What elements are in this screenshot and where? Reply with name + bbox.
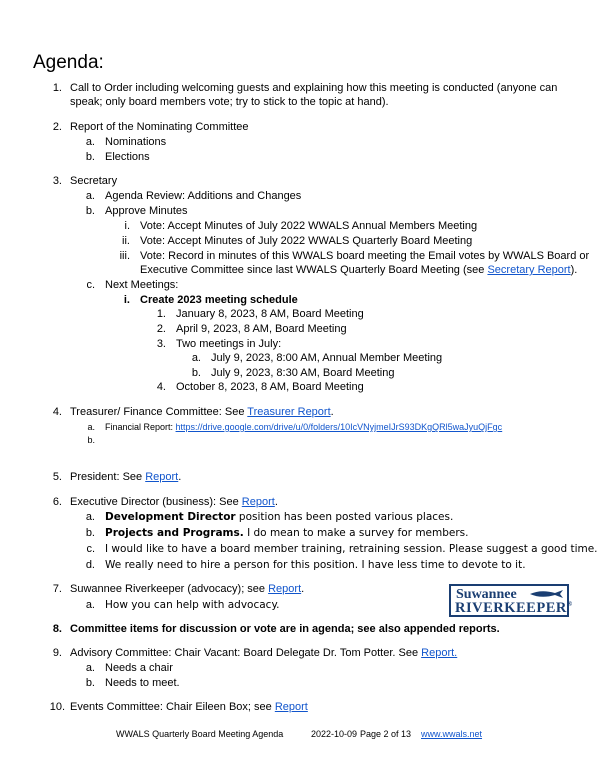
sub-marker: b.: [85, 205, 95, 217]
sub-marker: a.: [87, 422, 95, 432]
sub-marker: a.: [85, 599, 95, 611]
text: .: [301, 583, 305, 595]
text: Suwannee Riverkeeper (advocacy); see: [70, 583, 269, 595]
item-2-text: Report of the Nominating Committee: [70, 121, 249, 133]
item-6b: [105, 526, 469, 540]
bold-text: Development Director: [105, 511, 236, 523]
number-marker: 1.: [156, 308, 166, 320]
sub-marker: c.: [86, 543, 95, 555]
item-6c: I would like to have a board member training, retraining session. Please suggest a good time.: [105, 543, 598, 555]
number-marker: 2.: [156, 323, 166, 335]
item-4a: [105, 420, 502, 434]
item-6-text: [70, 495, 278, 509]
sub-marker: a.: [191, 352, 201, 364]
page-title: Agenda:: [33, 52, 104, 73]
footer-date: 2022-10-09: [311, 729, 358, 739]
number-marker: 4.: [156, 381, 166, 393]
item-8-text: Committee items for discussion or vote are in agenda; see also appended reports.: [70, 623, 500, 635]
item-number: 1.: [52, 82, 62, 94]
treasurer-report-link[interactable]: Treasurer Report: [247, 406, 331, 418]
item-3b: Approve Minutes: [105, 205, 188, 217]
logo-line-1: Suwannee: [456, 587, 517, 602]
sub-marker: b.: [85, 527, 95, 539]
item-number: 8.: [52, 623, 62, 635]
riverkeeper-report-link[interactable]: Report: [268, 583, 302, 595]
roman-marker: iii.: [119, 250, 130, 262]
text: .: [330, 406, 334, 418]
sub-marker: a.: [85, 136, 95, 148]
financial-report-link[interactable]: https://drive.google.com/drive/u/0/folders/10IcVNyjmeIJrS93DKgQRl5waJyuQjFgc: [175, 422, 503, 432]
footer-title: WWALS Quarterly Board Meeting Agenda: [116, 729, 284, 739]
item-number: 2.: [52, 121, 62, 133]
item-7-text: [70, 582, 304, 596]
logo-wordmark: RIVERKEEPER: [455, 600, 567, 616]
text: Advisory Committee: Chair Vacant: Board Delegate Dr. Tom Potter. See: [70, 647, 422, 659]
text: .: [274, 496, 278, 508]
sub-marker: a.: [85, 511, 95, 523]
item-3c: Next Meetings:: [105, 279, 179, 291]
meeting-2: April 9, 2023, 8 AM, Board Meeting: [176, 323, 347, 335]
item-3a: Agenda Review: Additions and Changes: [105, 190, 302, 202]
item-3b-ii: Vote: Accept Minutes of July 2022 WWALS Quarterly Board Meeting: [140, 235, 473, 247]
text: Executive Director (business): See: [70, 496, 242, 508]
item-10-text: [70, 700, 308, 714]
meeting-4: October 8, 2023, 8 AM, Board Meeting: [176, 381, 364, 393]
meeting-3b: July 9, 2023, 8:30 AM, Board Meeting: [211, 367, 395, 379]
sub-marker: b.: [191, 367, 201, 379]
item-4-text: [70, 405, 334, 419]
sub-marker: a.: [85, 662, 95, 674]
item-2b: Elections: [105, 151, 150, 163]
advisory-report-link[interactable]: Report.: [421, 647, 458, 659]
item-1-line-2: speak; only board members vote; try to stick to the topic at hand).: [70, 96, 389, 108]
meeting-3a: July 9, 2023, 8:00 AM, Annual Member Meeting: [211, 352, 443, 364]
meeting-1: January 8, 2023, 8 AM, Board Meeting: [176, 308, 364, 320]
sub-marker: b.: [87, 435, 95, 445]
logo-line-2: [455, 600, 573, 617]
text: Executive Committee since last WWALS Quarterly Board Meeting (see: [140, 264, 488, 276]
president-report-link[interactable]: Report: [145, 471, 179, 483]
fish-icon: [529, 589, 565, 599]
item-6a: [105, 510, 453, 524]
sub-marker: c.: [86, 279, 95, 291]
text: Treasurer/ Finance Committee: See: [70, 406, 248, 418]
meeting-3: Two meetings in July:: [176, 338, 282, 350]
item-3b-iii-line-2: [140, 263, 577, 277]
item-3c-i: Create 2023 meeting schedule: [140, 294, 298, 306]
number-marker: 3.: [156, 338, 166, 350]
text: Events Committee: Chair Eileen Box; see: [70, 701, 275, 713]
roman-marker: i.: [124, 220, 130, 232]
bold-text: Projects and Programs.: [105, 527, 244, 539]
item-7a: How you can help with advocacy.: [105, 599, 280, 611]
text: Financial Report:: [105, 422, 176, 432]
text: position has been posted various places.: [235, 511, 454, 523]
item-number: 5.: [52, 471, 62, 483]
item-number: 10.: [49, 701, 65, 713]
sub-marker: a.: [85, 190, 95, 202]
item-3b-iii-line-1: Vote: Record in minutes of this WWALS board meeting the Email votes by WWALS Board or: [140, 250, 590, 262]
item-3-text: Secretary: [70, 175, 118, 187]
item-9-text: [70, 646, 457, 660]
item-number: 6.: [52, 496, 62, 508]
roman-marker: ii.: [122, 235, 130, 247]
item-9a: Needs a chair: [105, 662, 173, 674]
footer-page: Page 2 of 13: [360, 729, 412, 739]
item-1-line-1: Call to Order including welcoming guests and explaining how this meeting is conducted (anyone can: [70, 82, 558, 94]
roman-marker: i.: [123, 294, 130, 306]
sub-marker: b.: [85, 677, 95, 689]
text: ).: [570, 264, 578, 276]
executive-director-report-link[interactable]: Report: [241, 496, 275, 508]
item-number: 4.: [52, 406, 62, 418]
sub-marker: b.: [85, 151, 95, 163]
events-report-link[interactable]: Report: [274, 701, 308, 713]
text: .: [178, 471, 182, 483]
suwannee-riverkeeper-logo: [449, 584, 573, 617]
item-number: 3.: [52, 175, 62, 187]
secretary-report-link[interactable]: Secretary Report: [487, 264, 571, 276]
item-number: 7.: [52, 583, 62, 595]
text: President: See: [70, 471, 146, 483]
sub-marker: d.: [85, 559, 95, 571]
item-6d: We really need to hire a person for this position. I have less time to devote to it.: [105, 559, 526, 571]
registered-mark: ®: [566, 600, 573, 608]
item-3b-i: Vote: Accept Minutes of July 2022 WWALS Annual Members Meeting: [140, 220, 478, 232]
text: I do mean to make a survey for members.: [243, 527, 469, 539]
item-5-text: [70, 470, 181, 484]
footer-website-link[interactable]: www.wwals.net: [421, 729, 483, 739]
item-9b: Needs to meet.: [105, 677, 180, 689]
item-2a: Nominations: [105, 136, 167, 148]
item-number: 9.: [52, 647, 62, 659]
